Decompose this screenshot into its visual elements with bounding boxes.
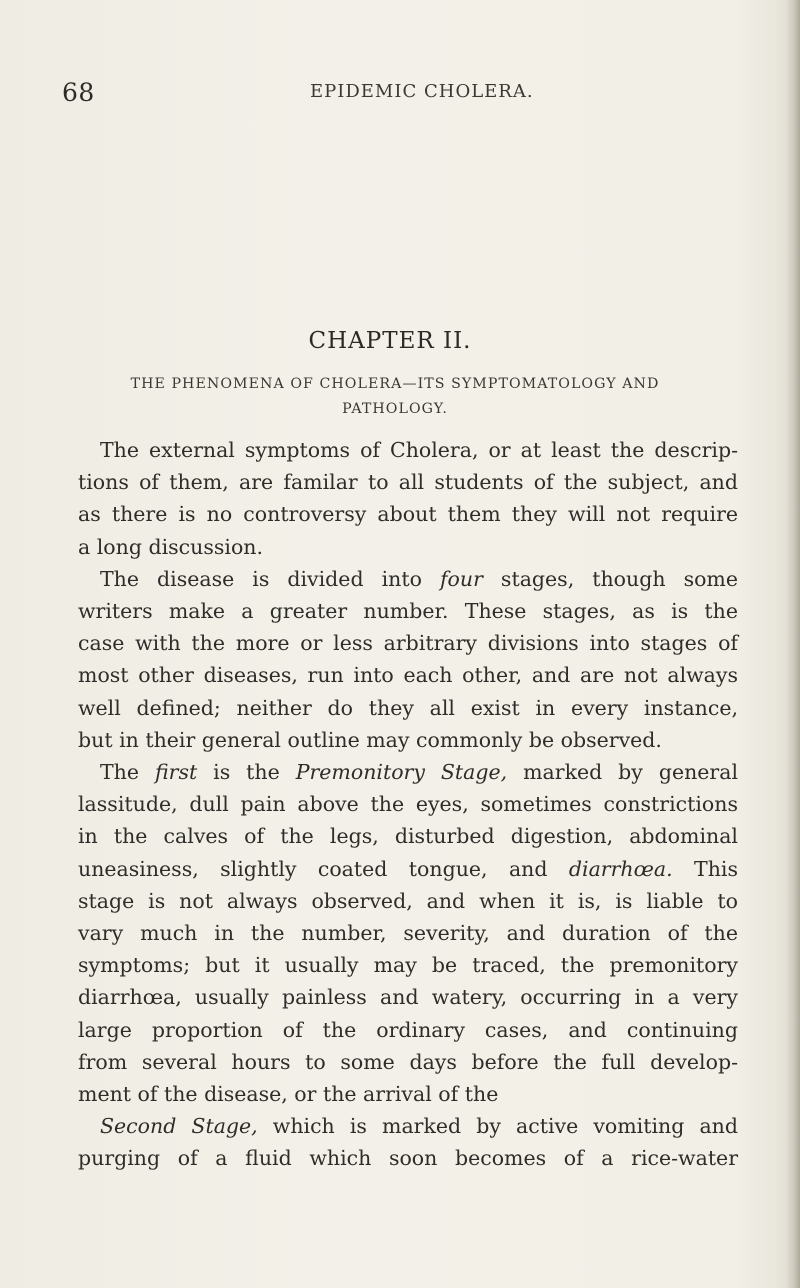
text-line [78, 981, 738, 1013]
italic-text: first [154, 760, 198, 785]
text-segment: stage is not always observed, and when it is, is liable to [78, 888, 738, 913]
text-line [78, 820, 738, 852]
text-line [78, 595, 738, 627]
text-segment: The disease is divided into [100, 566, 440, 591]
text-segment: tions of them, are familar to all students of the subject, and [78, 470, 738, 495]
text-segment: as there is no controversy about them they will not require [78, 502, 738, 527]
text-line [78, 1078, 738, 1110]
text-segment: case with the more or less arbitrary divisions into stages of [78, 631, 738, 656]
text-line [78, 724, 738, 756]
text-line [78, 498, 738, 530]
italic-text: four [439, 566, 483, 591]
text-line [78, 917, 738, 949]
text-line [78, 1014, 738, 1046]
text-line [78, 756, 738, 788]
italic-text: diarrhœa. [568, 856, 673, 881]
italic-text: Premonitory Stage, [295, 760, 508, 785]
text-line [78, 563, 738, 595]
chapter-subtitle-line: THE PHENOMENA OF CHOLERA—ITS SYMPTOMATOLOGY AND [130, 376, 660, 392]
page-number: 68 [62, 78, 95, 107]
text-segment: but in their general outline may commonly be observed. [78, 727, 662, 752]
text-segment: from several hours to some days before the full develop- [78, 1049, 738, 1074]
text-segment: uneasiness, slightly coated tongue, and [78, 856, 569, 881]
text-segment: writers make a greater number. These stages, as is the [78, 599, 738, 624]
text-segment: in the calves of the legs, disturbed digestion, abdominal [78, 824, 738, 849]
text-segment: most other diseases, run into each other, and are not always [78, 663, 738, 688]
running-head [0, 78, 800, 108]
text-segment: purging of a fluid which soon becomes of a rice-water [78, 1146, 738, 1171]
text-line [78, 659, 738, 691]
text-line [78, 466, 738, 498]
text-segment: diarrhœa, usually painless and watery, occurring in a very [78, 985, 738, 1010]
text-segment: vary much in the number, severity, and duration of the [78, 921, 738, 946]
text-segment: marked by general [507, 760, 739, 785]
text-line [78, 949, 738, 981]
text-segment: well defined; neither do they all exist in every instance, [78, 695, 738, 720]
text-segment: stages, though some [482, 566, 739, 591]
text-line [78, 853, 738, 885]
chapter-title: CHAPTER II. [308, 328, 472, 354]
text-segment: which is marked by active vomiting and [257, 1114, 738, 1139]
text-segment: lassitude, dull pain above the eyes, sometimes constrictions [78, 792, 738, 817]
text-line [78, 1110, 738, 1142]
text-segment: ment of the disease, or the arrival of the [78, 1082, 499, 1107]
text-line [78, 692, 738, 724]
text-line [78, 885, 738, 917]
text-segment: The [100, 760, 155, 785]
text-segment: large proportion of the ordinary cases, and continuing [78, 1017, 738, 1042]
text-segment: The external symptoms of Cholera, or at least the descrip- [100, 438, 738, 462]
text-segment: This [672, 856, 738, 881]
text-line [78, 788, 738, 820]
body-text [78, 434, 738, 1175]
text-line [78, 627, 738, 659]
text-line [78, 434, 738, 466]
text-line [78, 1142, 738, 1174]
text-line [78, 1046, 738, 1078]
running-title: EPIDEMIC CHOLERA. [310, 81, 534, 102]
text-segment: is the [197, 760, 296, 785]
text-segment: a long discussion. [78, 534, 264, 559]
chapter-subtitle [90, 372, 700, 422]
text-line [78, 531, 738, 563]
page-edge-shadow [786, 0, 800, 1288]
text-segment: symptoms; but it usually may be traced, the premonitory [78, 953, 738, 978]
italic-text: Second Stage, [100, 1114, 258, 1139]
chapter-subtitle-line: PATHOLOGY. [342, 401, 448, 417]
